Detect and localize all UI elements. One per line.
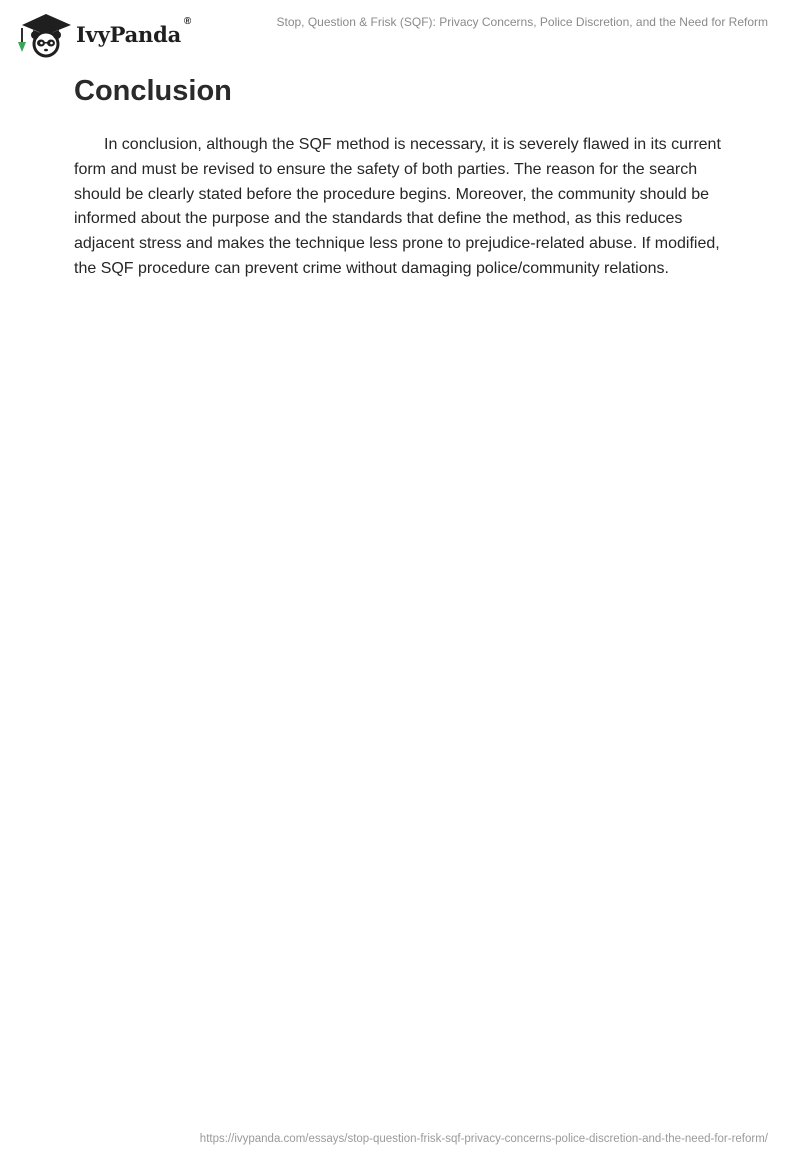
- footer-url-link[interactable]: https://ivypanda.com/essays/stop-question-frisk-sqf-privacy-concerns-police-discretion-and-the-need-for-reform/: [199, 1133, 768, 1145]
- document-title: Stop, Question & Frisk (SQF): Privacy Concerns, Police Discretion, and the Need for Reform: [276, 15, 768, 29]
- panda-graduate-logo-icon: [16, 8, 74, 58]
- registered-mark: ®: [183, 15, 192, 27]
- section-heading: Conclusion: [74, 75, 232, 107]
- ivypanda-logo[interactable]: [16, 8, 192, 58]
- body-paragraph: In conclusion, although the SQF method is necessary, it is severely flawed in its current form and must be revised to ensure the safety of both parties. The reason for the search should be clearly stated before the procedure begins. Moreover, the community should be informed about the purpose and the standards that define the method, as this reduces adjacent stress and makes the technique less prone to prejudice-related abuse. If modified, the SQF procedure can prevent crime without damaging police/community relations.: [74, 136, 721, 277]
- brand-name-text: IvyPanda: [76, 21, 182, 47]
- brand-name: [76, 15, 192, 47]
